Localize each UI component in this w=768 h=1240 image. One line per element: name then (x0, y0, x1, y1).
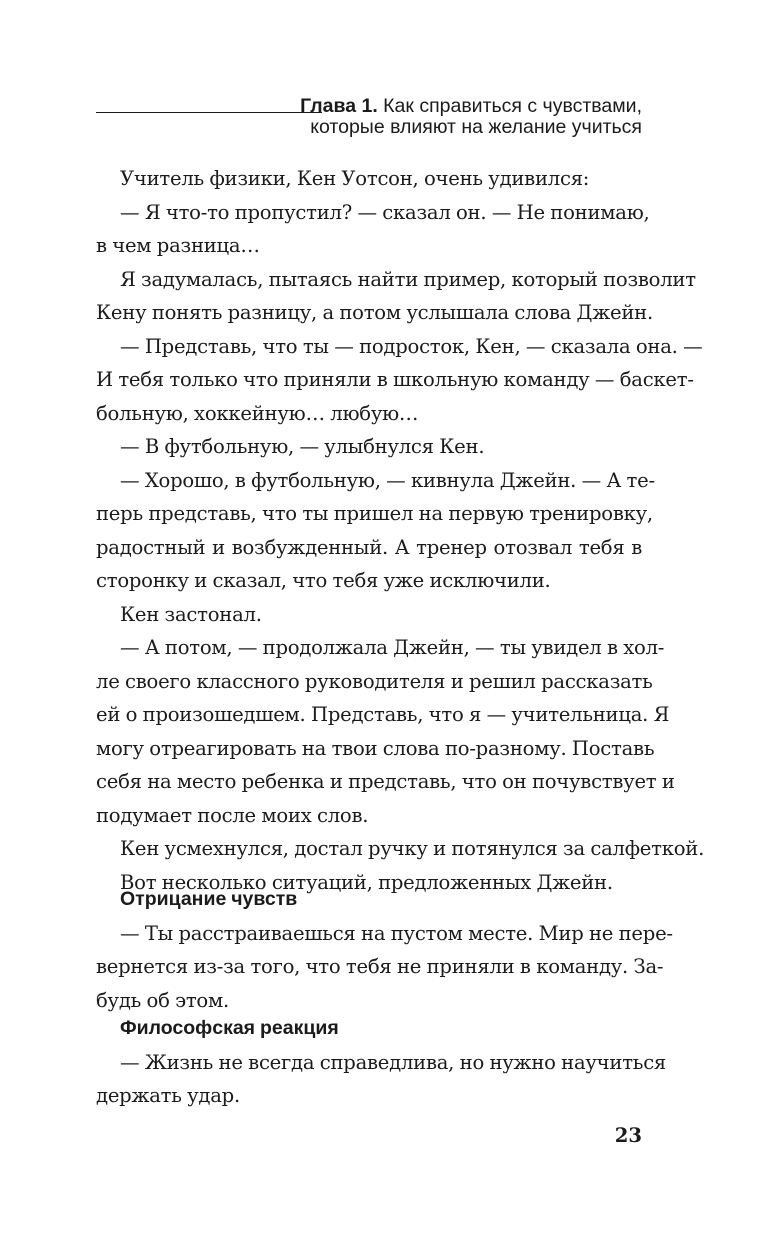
running-header (96, 96, 642, 140)
text-line: — Я что-то пропустил? — сказал он. — Не понимаю, (120, 200, 650, 224)
text-line: себя на место ребенка и представь, что он почувствует и (96, 770, 675, 793)
text-line: — А потом, — продолжала Джейн, — ты увидел в хол- (120, 636, 665, 659)
section-philosophical (96, 1012, 667, 1113)
main-text (96, 162, 705, 899)
text-line: — Представь, что ты — подросток, Кен, — сказала она. — (120, 334, 703, 358)
chapter-label: Глава 1. (300, 95, 378, 117)
text-line: И тебя только что приняли в школьную команду — баскет- (96, 368, 694, 391)
section-heading: Отрицание чувств (120, 888, 298, 910)
text-line: Вот несколько ситуаций, предложенных Джейн. (120, 870, 613, 894)
header-text (300, 96, 642, 138)
text-line: — Ты расстраиваешься на пустом месте. Мир не пере- (120, 921, 673, 945)
text-line: будь об этом. (96, 988, 229, 1012)
text-line: подумает после моих слов. (96, 803, 369, 827)
text-line: ле своего классного руководителя и решил рассказать (96, 669, 653, 693)
page-number: 23 (614, 1124, 642, 1147)
chapter-title-line1: Как справиться с чувствами, (383, 95, 642, 117)
text-line: вернется из-за того, что тебя не приняли в команду. За- (96, 955, 664, 978)
text-line: сторонку и сказал, что тебя уже исключили. (96, 569, 551, 592)
text-line: Кен застонал. (120, 602, 262, 626)
section-heading: Философская реакция (120, 1017, 339, 1039)
text-line: Учитель физики, Кен Уотсон, очень удивился: (120, 167, 590, 190)
section-denial (96, 883, 673, 1017)
text-line: держать удар. (96, 1084, 240, 1107)
text-line: могу отреагировать на твои слова по-разному. Поставь (96, 736, 655, 760)
text-line: Кену понять разницу, а потом услышала слова Джейн. (96, 301, 653, 324)
text-line: — В футбольную, — улыбнулся Кен. (120, 435, 485, 458)
text-line: перь представь, что ты пришел на первую тренировку, (96, 502, 653, 525)
text-line: больную, хоккейную… любую… (96, 401, 419, 425)
header-rule (96, 112, 322, 113)
text-line: ей о произошедшем. Представь, что я — учительница. Я (96, 703, 670, 726)
chapter-title-line2: которые влияют на желание учиться (310, 116, 642, 138)
text-line: — Жизнь не всегда справедлива, но нужно научиться (120, 1050, 667, 1074)
text-line: в чем разница… (96, 234, 260, 257)
text-line: Кен усмехнулся, достал ручку и потянулся за салфеткой. (120, 837, 705, 860)
text-line: Я задумалась, пытаясь найти пример, который позволит (120, 267, 696, 291)
text-line: радостный и возбужденный. А тренер отозвал тебя в (96, 535, 642, 559)
text-line: — Хорошо, в футбольную, — кивнула Джейн. — А те- (120, 468, 655, 492)
